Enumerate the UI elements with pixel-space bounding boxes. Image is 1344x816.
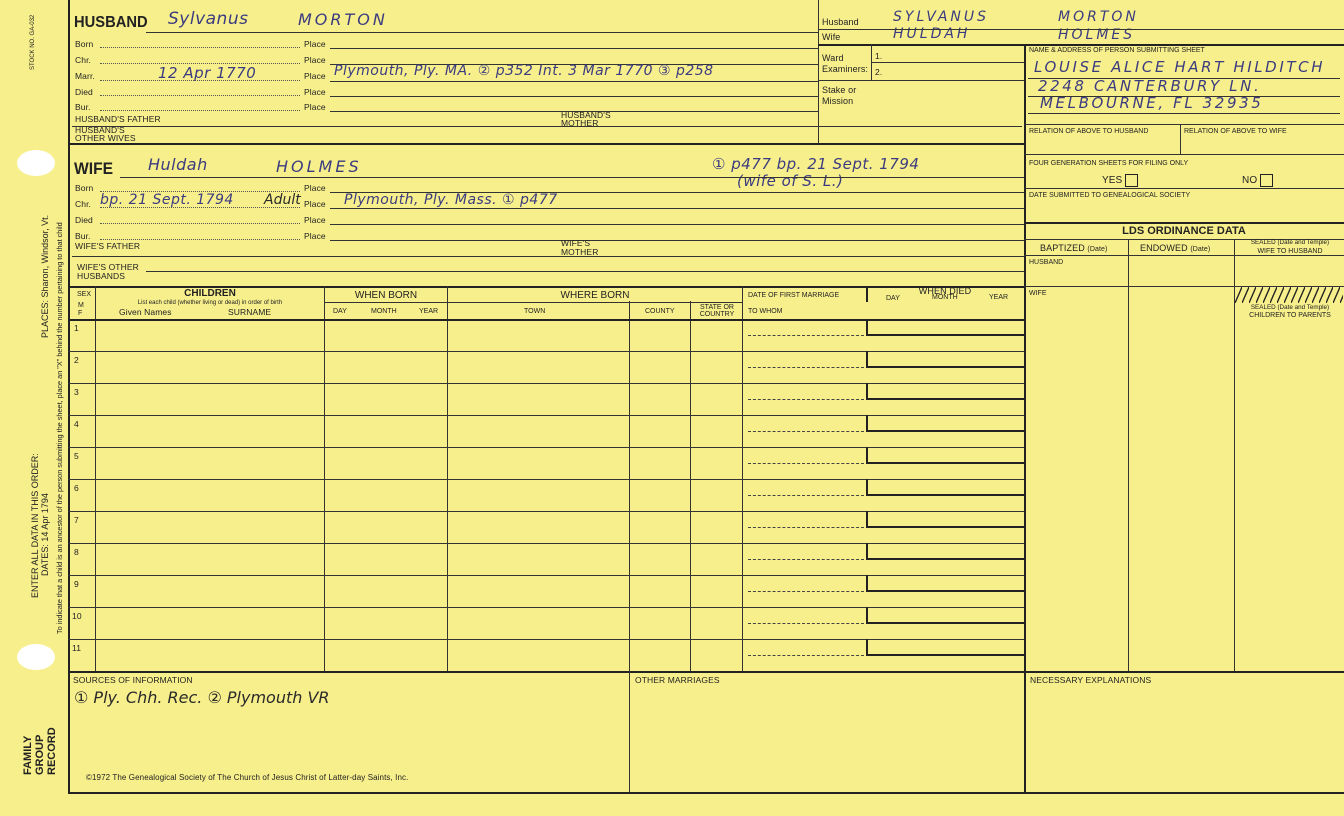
child-row-number: 4 [74, 419, 79, 429]
children-header-bottom [68, 319, 1024, 321]
stake-label-1: Stake or [822, 85, 857, 95]
wife-chr-line [100, 207, 300, 208]
died-bracket [866, 479, 868, 494]
husband-marr-date: 12 Apr 1770 [158, 64, 257, 82]
husband-marr-place-label: Place [304, 71, 326, 81]
marriage-dash [748, 367, 864, 368]
wife-born-place-label: Place [304, 183, 326, 193]
lds-header-bottom [1024, 255, 1344, 256]
died-bracket [866, 430, 1024, 432]
died-bracket [866, 622, 1024, 624]
died-month-label: MONTH [932, 294, 958, 301]
wife-heading: WIFE [74, 159, 114, 178]
stake-label-2: Mission [822, 96, 854, 106]
form-title-group: GROUP [34, 734, 46, 775]
submitter-line-3-rule [1028, 113, 1340, 114]
husband-name-line [146, 32, 818, 33]
submitter-box-bottom [1024, 124, 1344, 125]
header-wife-line [818, 44, 1344, 46]
husband-chr-place-label: Place [304, 55, 326, 65]
examiners-bottom-line [818, 80, 1024, 81]
form-bottom-border [68, 792, 1344, 794]
died-day-label: DAY [886, 295, 900, 302]
husband-father-label: HUSBAND'S FATHER [75, 114, 161, 124]
wife-died-label: Died [75, 215, 93, 225]
lds-col-1 [1128, 239, 1129, 671]
husband-other-wives-label-1: HUSBAND'S [75, 125, 125, 135]
county-label: COUNTY [645, 308, 675, 315]
marriage-dash [748, 655, 864, 656]
wife-other-husbands-label-2: HUSBANDS [77, 271, 126, 281]
wife-bur-label: Bur. [75, 231, 91, 241]
header-husband-label: Husband [822, 17, 859, 27]
children-col-county [629, 301, 630, 671]
lds-baptized-label: BAPTIZED (Date) [1040, 243, 1108, 253]
other-marriages-label: OTHER MARRIAGES [635, 675, 720, 685]
marriage-dash [748, 527, 864, 528]
died-bracket [866, 654, 1024, 656]
wife-died-line [100, 223, 300, 224]
died-bracket [866, 415, 868, 430]
died-bracket [866, 543, 868, 558]
wife-chr-place: Plymouth, Ply. Mass. ① p477 [344, 192, 558, 208]
header-husband-surname: MORTON [1058, 9, 1139, 25]
yes-option[interactable]: YES [1102, 174, 1138, 187]
children-col-state [690, 301, 691, 671]
relation-bottom [1024, 154, 1344, 155]
child-row-number: 7 [74, 515, 79, 525]
husband-heading: HUSBAND [74, 14, 148, 31]
died-bracket [866, 494, 1024, 496]
husband-parents-line [72, 126, 1022, 127]
wife-father-label: WIFE'S FATHER [75, 241, 141, 251]
died-bracket [866, 590, 1024, 592]
child-row-number: 6 [74, 483, 79, 493]
places-note: PLACES: Sharon, Windsor, Vt. [40, 214, 50, 338]
born-year-label: YEAR [419, 308, 439, 315]
lds-hatched-cell [1235, 287, 1343, 303]
died-bracket [866, 447, 868, 462]
when-born-label: WHEN BORN [354, 290, 418, 301]
wife-mother-label-2: MOTHER [561, 247, 599, 257]
lds-sealed-wife-label-2: WIFE TO HUSBAND [1257, 248, 1323, 255]
copyright-line: ©1972 The Genealogical Society of The Church of Jesus Christ of Latter-day Saints, Inc. [86, 773, 409, 782]
child-row-number: 10 [72, 611, 82, 621]
husband-born-place-line [330, 48, 818, 49]
punch-hole-top [17, 150, 55, 176]
husband-died-place-label: Place [304, 87, 326, 97]
died-bracket [866, 398, 1024, 400]
date-submitted-label: DATE SUBMITTED TO GENEALOGICAL SOCIETY [1029, 192, 1191, 199]
header-wife-given: HULDAH [893, 26, 971, 42]
wife-chr-place-label: Place [304, 199, 326, 209]
form-title-family: FAMILY [22, 735, 34, 775]
relation-divider [1180, 124, 1181, 154]
husband-marr-line [100, 80, 300, 81]
wife-note-line-2: (wife of S. L.) [737, 172, 844, 190]
dates-note: DATES: 14 Apr 1794 [40, 493, 50, 576]
children-instruction: List each child (whether living or dead) in order of birth [137, 300, 283, 306]
marriage-dash [748, 495, 864, 496]
to-whom-label: TO WHOM [748, 308, 783, 315]
lds-sealed-wife-label-1: SEALED (Date and Temple) [1250, 239, 1330, 246]
submitter-line-2: 2248 CANTERBURY LN. [1038, 77, 1262, 95]
husband-chr-label: Chr. [75, 55, 91, 65]
header-husband-given: SYLVANUS [893, 9, 990, 25]
first-marriage-label: DATE OF FIRST MARRIAGE [748, 292, 840, 299]
husband-marr-place: Plymouth, Ply. MA. ② p352 Int. 3 Mar 1770 ③ p258 [334, 63, 714, 79]
ward-label: Ward [822, 53, 844, 63]
died-bracket [866, 462, 1024, 464]
husband-died-line [100, 95, 300, 96]
died-bracket [866, 575, 868, 590]
child-row-number: 8 [74, 547, 79, 557]
wife-chr-place-line [330, 208, 1024, 209]
husband-bur-place-label: Place [304, 102, 326, 112]
where-born-label: WHERE BORN [560, 290, 630, 301]
lds-husband-label: HUSBAND [1029, 259, 1064, 266]
wife-bur-place-line [330, 240, 1024, 241]
wife-other-husbands-label-1: WIFE'S OTHER [77, 262, 139, 272]
child-row-number: 11 [72, 643, 82, 653]
wife-given-name: Huldah [148, 155, 208, 174]
state-label-1: STATE OR [700, 304, 734, 311]
four-generation-label: FOUR GENERATION SHEETS FOR FILING ONLY [1029, 160, 1189, 167]
husband-marr-label: Marr. [75, 71, 95, 81]
wife-name-line [120, 177, 1024, 178]
born-month-label: MONTH [371, 308, 397, 315]
died-bracket [866, 351, 868, 366]
wife-chr-date: bp. 21 Sept. 1794 [100, 192, 234, 208]
examiners-label: Examiners: [822, 64, 869, 74]
died-bracket [866, 366, 1024, 368]
submitter-line-3: MELBOURNE, FL 32935 [1040, 94, 1264, 112]
child-row-number: 1 [74, 323, 79, 333]
died-bracket [866, 334, 1024, 336]
lds-wife-label: WIFE [1029, 290, 1047, 297]
table-row-line [68, 479, 1024, 480]
header-wife-surname: HOLMES [1058, 27, 1136, 43]
stock-number: STOCK NO. GA-032 [30, 14, 36, 70]
wife-bur-line [100, 239, 300, 240]
form-left-border [68, 0, 70, 792]
husband-section-bottom [68, 143, 1024, 145]
table-row-line [68, 351, 1024, 352]
examiner-2: 2. [875, 67, 883, 77]
husband-given-name: Sylvanus [168, 9, 249, 29]
enter-all-note: ENTER ALL DATA IN THIS ORDER: [30, 453, 40, 598]
state-label-2: COUNTRY [699, 311, 735, 318]
born-day-label: DAY [333, 308, 347, 315]
children-title: CHILDREN [184, 288, 236, 299]
children-col-died [866, 286, 868, 302]
header-wife-label: Wife [822, 32, 841, 42]
died-bracket [866, 319, 868, 334]
header-husband-line [818, 29, 1344, 30]
table-bottom-line [68, 671, 1344, 673]
lds-endowed-label: ENDOWED (Date) [1140, 243, 1211, 253]
wife-mother-label-1: WIFE'S [561, 238, 591, 248]
ancestor-instruction: To indicate that a child is an ancestor of the person submitting the sheet, place an "X" behind the number pertaining to that child [55, 222, 64, 634]
husband-mother-label-2: MOTHER [561, 118, 599, 128]
submitter-line-1: LOUISE ALICE HART HILDITCH [1034, 58, 1326, 76]
four-gen-bottom [1024, 188, 1344, 189]
husband-marr-place-line [330, 81, 818, 82]
relation-husband-label: RELATION OF ABOVE TO HUSBAND [1029, 128, 1149, 135]
wife-chr-label: Chr. [75, 199, 91, 209]
died-bracket [866, 607, 868, 622]
table-row-line [68, 383, 1024, 384]
died-bracket [866, 526, 1024, 528]
wife-died-place-line [330, 224, 1024, 225]
wife-died-place-label: Place [304, 215, 326, 225]
examiner-1: 1. [875, 51, 883, 61]
husband-mother-label-1: HUSBAND'S [561, 110, 611, 120]
husband-born-label: Born [75, 39, 94, 49]
husband-other-wives-label-2: OTHER WIVES [75, 133, 136, 143]
no-checkbox[interactable] [1260, 174, 1273, 187]
table-row-line [68, 511, 1024, 512]
died-bracket [866, 558, 1024, 560]
children-mf-label: M F [78, 302, 84, 317]
lds-col-2 [1234, 239, 1235, 671]
wife-chr-note: Adult [264, 192, 301, 208]
table-row-line [68, 447, 1024, 448]
form-title-record: RECORD [46, 727, 58, 775]
children-surname-label: SURNAME [228, 307, 272, 317]
when-born-sub-line [324, 302, 742, 303]
submitter-label: NAME & ADDRESS OF PERSON SUBMITTING SHEET [1029, 47, 1205, 54]
died-bracket [866, 383, 868, 398]
child-row-number: 5 [74, 451, 79, 461]
husband-died-place-line [330, 96, 818, 97]
wife-note-line-1: ① p477 bp. 21 Sept. 1794 [712, 155, 920, 173]
yes-checkbox[interactable] [1125, 174, 1138, 187]
wife-bur-place-label: Place [304, 231, 326, 241]
necessary-explanations-label: NECESSARY EXPLANATIONS [1030, 675, 1152, 685]
marriage-dash [748, 591, 864, 592]
died-bracket [866, 511, 868, 526]
lds-sealed-children-label-1: SEALED (Date and Temple) [1250, 304, 1330, 311]
lds-top-border [1024, 222, 1344, 224]
right-panel-border [1024, 44, 1026, 792]
footer-divider [629, 671, 630, 792]
header-box-divider [818, 0, 819, 143]
sources-value: ① Ply. Chh. Rec. ② Plymouth VR [74, 688, 330, 707]
husband-born-line [100, 47, 300, 48]
children-given-label: Given Names [119, 307, 172, 317]
marriage-dash [748, 623, 864, 624]
sources-label: SOURCES OF INFORMATION [73, 675, 193, 685]
table-row-line [68, 575, 1024, 576]
table-row-line [68, 543, 1024, 544]
wife-other-husbands-line [146, 271, 1024, 272]
wife-surname: HOLMES [276, 157, 362, 176]
lds-title: LDS ORDINANCE DATA [1122, 225, 1246, 237]
punch-hole-bottom [17, 644, 55, 670]
marriage-dash [748, 399, 864, 400]
marriage-dash [748, 559, 864, 560]
husband-died-label: Died [75, 87, 93, 97]
husband-bur-line [100, 110, 300, 111]
children-sex-label: SEX [77, 291, 92, 298]
marriage-dash [748, 463, 864, 464]
table-row-line [68, 607, 1024, 608]
no-option[interactable]: NO [1242, 174, 1273, 187]
marriage-dash [748, 335, 864, 336]
town-label: TOWN [524, 308, 546, 315]
examiner-1-line [871, 62, 1024, 63]
lds-sealed-children-label-2: CHILDREN TO PARENTS [1249, 312, 1331, 319]
child-row-number: 2 [74, 355, 79, 365]
when-died-label: WHEN DIED [918, 286, 972, 296]
relation-wife-label: RELATION OF ABOVE TO WIFE [1184, 128, 1287, 135]
died-year-label: YEAR [989, 294, 1009, 301]
child-row-number: 9 [74, 579, 79, 589]
wife-born-label: Born [75, 183, 94, 193]
husband-bur-label: Bur. [75, 102, 91, 112]
marriage-dash [748, 431, 864, 432]
table-row-line [68, 639, 1024, 640]
husband-surname: MORTON [298, 10, 388, 29]
child-row-number: 3 [74, 387, 79, 397]
husband-born-place-label: Place [304, 39, 326, 49]
wife-parents-line [72, 256, 1024, 257]
died-bracket [866, 639, 868, 654]
table-row-line [68, 415, 1024, 416]
